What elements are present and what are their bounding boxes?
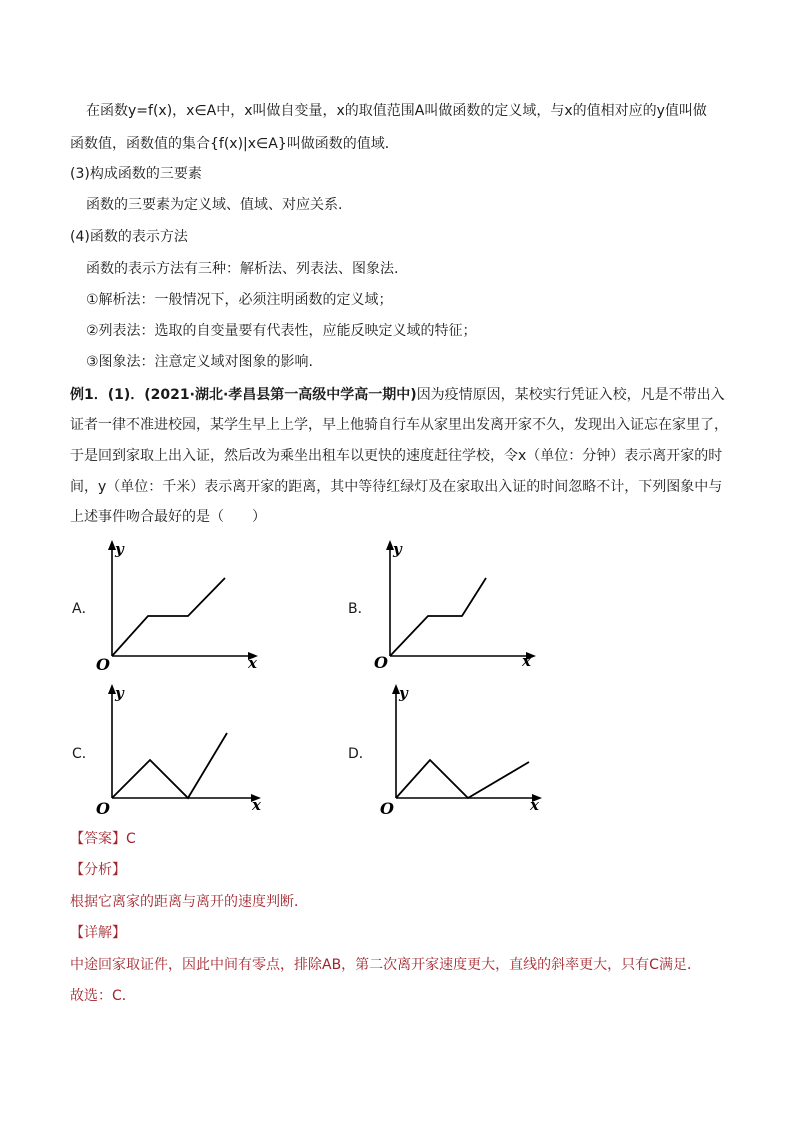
detail-tag: 【详解】 [70,925,126,941]
option-b-label: B． [348,601,372,617]
option-c-label: C． [72,746,96,762]
definition-line-2: 函数值，函数值的集合{f(x)|x∈A}叫做函数的值域． [70,136,399,152]
option-d-label: D． [348,746,373,762]
example-text-1: 因为疫情原因，某校实行凭证入校，凡是不带出入 [416,387,725,403]
option-a-label: A． [72,601,96,617]
detail-body: 中途回家取证件，因此中间有零点，排除AB，第二次离开家速度更大，直线的斜率更大，只有C满足． [70,957,701,973]
option-a-graph [90,538,270,673]
x-axis-label: x [252,796,261,814]
x-axis-label: x [248,654,257,672]
section-4-body: 函数的表示方法有三种：解析法、列表法、图象法. [86,261,399,277]
option-c-graph [90,680,275,820]
example-line-2: 证者一律不准进校园，某学生早上上学，早上他骑自行车从家里出发离开家不久，发现出入证忘在家里了， [70,417,728,433]
section-4-item-1: ①解析法：一般情况下，必须注明函数的定义域； [86,292,393,308]
example-label: 例1．(1)．(2021·湖北·孝昌县第一高级中学高一期中) [70,387,417,403]
y-axis-label: y [115,684,124,702]
graph-line [112,733,227,798]
y-axis-label: y [399,684,408,702]
analysis-body: 根据它离家的距离与离开的速度判断． [70,894,308,910]
graph-line [396,760,529,798]
graph-line [390,578,486,656]
y-axis-label: y [393,540,402,558]
detail-conclusion: 故选：C． [70,988,136,1004]
graph-line [112,578,225,656]
example-line-1 [70,385,725,405]
definition-line-1: 在函数y=f(x)，x∈A中，x叫做自变量，x的取值范围A叫做函数的定义域，与x的值相对应的y值叫做 [86,103,707,119]
x-axis-label: x [522,652,531,670]
section-3-title: (3)构成函数的三要素 [70,166,202,182]
option-d-graph [374,680,554,820]
section-3-body: 函数的三要素为定义域、值域、对应关系. [86,197,343,213]
section-4-item-2: ②列表法：选取的自变量要有代表性，应能反映定义域的特征； [86,323,477,339]
section-4-item-3: ③图象法：注意定义域对图象的影响. [86,354,314,370]
x-axis-label: x [530,796,539,814]
answer-line [70,829,136,849]
answer-value: C [126,831,136,847]
example-line-4: 间，y（单位：千米）表示离开家的距离，其中等待红绿灯及在家取出入证的时间忽略不计，下列图象中与 [70,479,723,495]
example-line-3: 于是回到家取上出入证，然后改为乘坐出租车以更快的速度赶往学校，令x（单位：分钟）表示离开家的时 [70,448,723,464]
origin-label: O [96,799,110,818]
analysis-tag: 【分析】 [70,862,126,878]
y-axis-label: y [115,540,124,558]
answer-tag: 【答案】 [70,831,126,847]
example-line-5: 上述事件吻合最好的是（ ） [70,509,266,525]
origin-label: O [374,653,388,672]
option-b-graph [368,538,548,673]
origin-label: O [380,799,394,818]
section-4-title: (4)函数的表示方法 [70,229,188,245]
origin-label: O [96,655,110,673]
